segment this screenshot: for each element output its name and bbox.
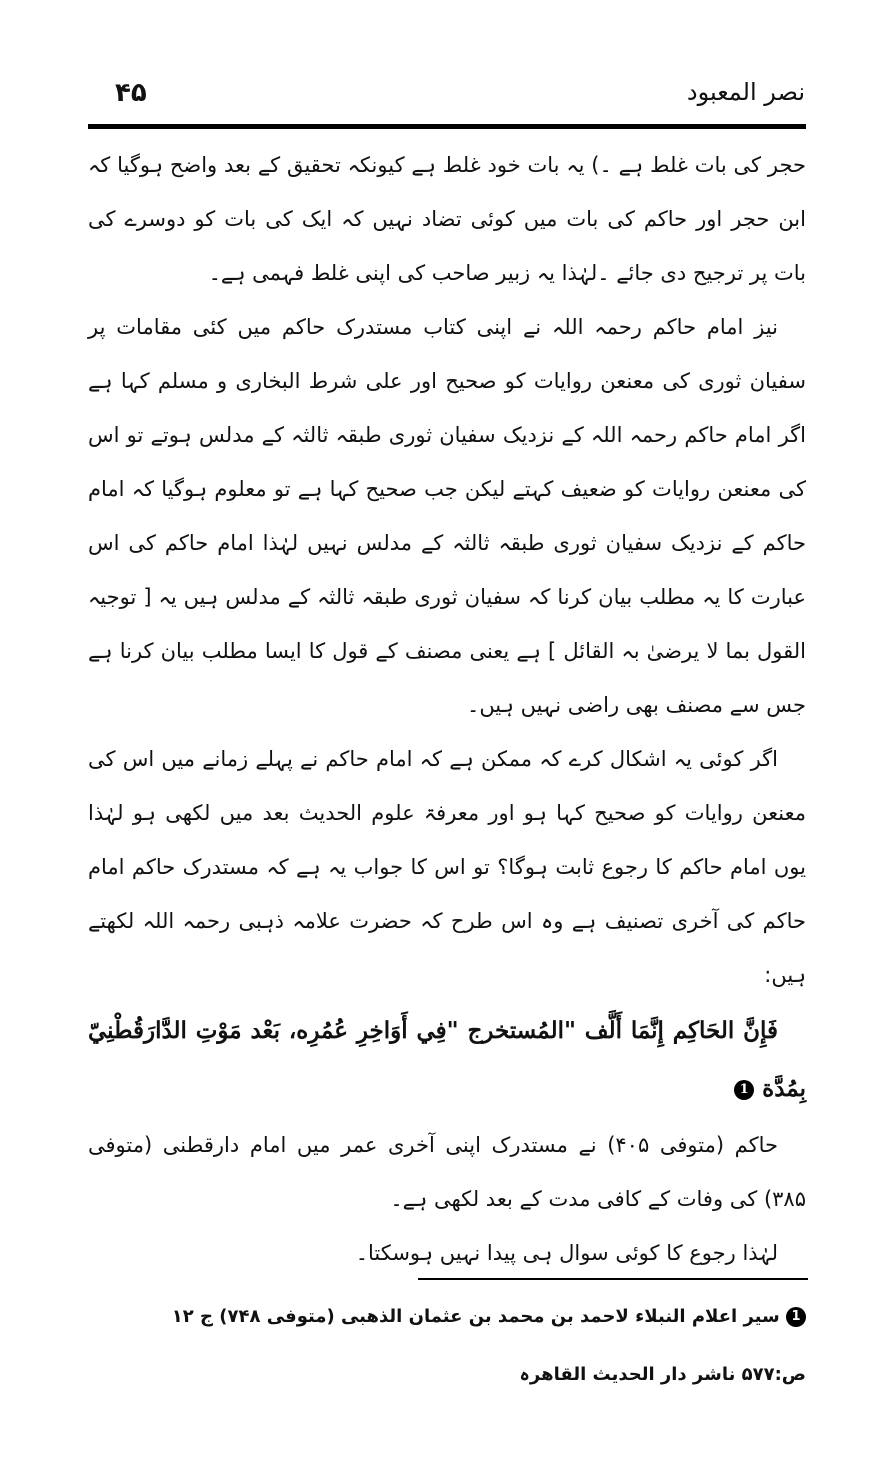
page-number: ۴۵ [115, 78, 147, 108]
footnote-line-2: ص:۵۷۷ ناشر دار الحدیث القاھرہ [519, 1364, 806, 1385]
footnote-rule [418, 1278, 808, 1280]
footnote-marker: 1 [734, 1080, 754, 1100]
footnote-line-1 [88, 1288, 806, 1346]
paragraph-2: نیز امام حاکم رحمہ اللہ نے اپنی کتاب مستدرک حاکم میں کئی مقامات پر سفیان ثوری کی معنعن روایات کو صحیح اور علی شرط البخاری و مسلم کہا ہے اگر امام حاکم رحمہ اللہ کے نزدیک سفیان ثوری طبقہ ثالثہ کے مدلس ہوتے تو اس کی معنعن روایات کو ضعیف کہتے لیکن جب صحیح کہا ہے تو معلوم ہوگیا کہ امام حاکم کے نزدیک سفیان ثوری طبقہ ثالثہ کے مدلس نہیں لہٰذا امام حاکم کی اس عبارت کا یہ مطلب بیان کرنا کہ سفیان ثوری طبقہ ثالثہ کے مدلس ہیں یہ [ توجیہ القول بما لا یرضیٰ بہ القائل ] ہے یعنی مصنف کے قول کا ایسا مطلب بیان کرنا ہے جس سے مصنف بھی راضی نہیں ہیں۔ [88, 315, 806, 717]
footnote-text-1: سیر اعلام النبلاء لاحمد بن محمد بن عثمان الذھبی (متوفی ۷۴۸) ج ۱۲ [171, 1306, 780, 1327]
page-header [90, 78, 805, 118]
paragraph-after-quote: حاکم (متوفی ۴۰۵) نے مستدرک اپنی آخری عمر میں امام دارقطنی (متوفی ۳۸۵) کی وفات کے کافی مدت کے بعد لکھی ہے۔ [88, 1133, 806, 1211]
book-title: نصر المعبود [686, 78, 805, 106]
header-rule [88, 124, 806, 129]
arabic-quote-text: فَإِنَّ الحَاكِم إِنَّمَا أَلَّف "المُستخرج "فِي أَوَاخِرِ عُمُرِه، بَعْد مَوْتِ الدَّارَقُطْنِيّ بِمُدَّة [88, 1017, 806, 1102]
arabic-quote [88, 1002, 806, 1118]
paragraph-3: اگر کوئی یہ اشکال کرے کہ ممکن ہے کہ امام حاکم نے پہلے زمانے میں اس کی معنعن روایات کو صحیح کہا ہو اور معرفۃ علوم الحدیث بعد میں لکھی ہو لہٰذا یوں امام حاکم کا رجوع ثابت ہوگا؟ تو اس کا جواب یہ ہے کہ مستدرک حاکم امام حاکم کی آخری تصنیف ہے وہ اس طرح کہ حضرت علامہ ذہبی رحمہ اللہ لکھتے ہیں: [88, 747, 806, 987]
footnote [88, 1288, 806, 1404]
main-text [88, 138, 806, 1280]
conclusion: لہٰذا رجوع کا کوئی سوال ہی پیدا نہیں ہوسکتا۔ [355, 1241, 778, 1265]
footnote-number: 1 [786, 1307, 806, 1327]
paragraph-1: حجر کی بات غلط ہے ۔) یہ بات خود غلط ہے کیونکہ تحقیق کے بعد واضح ہوگیا کہ ابن حجر اور حاکم کی بات میں کوئی تضاد نہیں کہ ایک کی بات کو دوسرے کی بات پر ترجیح دی جائے ۔لہٰذا یہ زبیر صاحب کی اپنی غلط فہمی ہے۔ [88, 153, 806, 285]
